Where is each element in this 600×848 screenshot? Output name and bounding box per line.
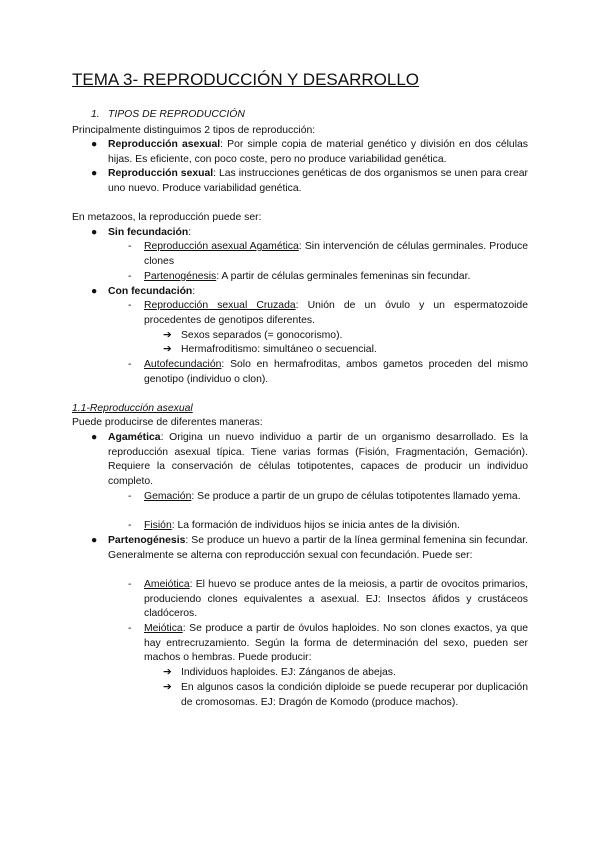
list-item-con-fecundacion [108,285,195,300]
arrow-icon: ➔ [163,682,172,693]
bullet-icon: ● [91,168,98,179]
list-item-partenogenesis-detail [108,534,528,563]
term: Partenogénesis [108,535,186,546]
list-item-meiotica [144,622,528,666]
page-title: TEMA 3- REPRODUCCIÓN Y DESARROLLO [72,70,420,89]
list-item-partenogenesis [144,270,470,285]
list-item-autofecundacion [144,358,528,387]
list-item-asexual [108,138,528,167]
term: Reproducción asexual [108,139,221,150]
bullet-icon: ● [91,535,98,546]
list-item-ameiotica [144,578,528,622]
definition: : Por simple copia de material genético y división en dos células hijas. Es eficiente, con poco coste, pero no produce variabilidad genética. [108,139,528,165]
list-item-gemacion [144,490,528,505]
arrow-item: Individuos haploides. EJ: Zánganos de abejas. [181,667,396,678]
term: Autofecundación [144,359,222,370]
dash-icon: - [128,623,132,634]
colon: : [188,227,192,238]
list-item-agametica-detail [108,431,528,489]
list-item-sexual [108,167,528,196]
definition: : Solo en hermafroditas, ambos gametos proceden del mismo genotipo (individuo o clon). [144,359,528,385]
arrow-icon: ➔ [163,344,172,355]
term: Agamética [108,432,161,443]
definition: : La formación de individuos hijos se inicia antes de la división. [171,520,460,531]
definition: : Se produce a partir de un grupo de células totipotentes llamado yema. [191,491,521,502]
arrow-item: Hermafroditismo: simultáneo o secuencial. [181,344,377,355]
definition: : Origina un nuevo individuo a partir de un organismo desarrollado. Es la reproducción asexual típica. Tiene varias formas (Fisión, Fragmentación, Gemación). Requiere la conservación de células totipotentes, capaces de producir un individuo completo. [108,432,528,487]
definition: : A partir de células germinales femeninas sin fecundar. [216,271,471,282]
arrow-icon: ➔ [163,330,172,341]
term: Gemación [144,491,192,502]
metazoos-intro: En metazoos, la reproducción puede ser: [72,212,262,223]
definition: : Unión de un óvulo y un espermatozoide procedentes de genotipos diferentes. [144,300,528,326]
bullet-icon: ● [91,432,98,443]
list-item-agametica [144,240,528,269]
list-item-fision [144,519,460,534]
dash-icon: - [128,271,132,282]
arrow-item: Sexos separados (= gonocorismo). [181,330,343,341]
section-1-number: 1. [91,109,100,120]
definition: : Se produce un huevo a partir de la línea germinal femenina sin fecundar. Generalmente se alterna con reproducción sexual con fecundación. Puede ser: [108,535,528,561]
section-1-title: TIPOS DE REPRODUCCIÓN [108,109,245,120]
dash-icon: - [128,491,132,502]
arrow-icon: ➔ [163,667,172,678]
definition: : Se produce a partir de óvulos haploides. No son clones exactos, ya que hay entrecruzamiento. Según la forma de determinación del sexo, pueden ser machos o hembras. Puede producir: [144,623,528,664]
section-1-1-intro: Puede producirse de diferentes maneras: [72,417,263,428]
bullet-icon: ● [91,139,98,150]
dash-icon: - [128,300,132,311]
bullet-icon: ● [91,286,98,297]
term: Partenogénesis [144,271,217,282]
term: Reproducción sexual [108,168,214,179]
section-1-intro: Principalmente distinguimos 2 tipos de reproducción: [72,125,316,136]
dash-icon: - [128,520,132,531]
definition: : Sin intervención de células germinales. Produce clones [144,241,528,267]
arrow-item: En algunos casos la condición diploide se puede recuperar por duplicación de cromosomas. EJ: Dragón de Komodo (produce machos). [181,682,528,708]
term: Reproducción asexual Agamética [144,241,299,252]
term: Reproducción sexual Cruzada [144,300,296,311]
dash-icon: - [128,579,132,590]
definition: : El huevo se produce antes de la meiosis, a partir de ovocitos primarios, produciendo clones equivalentes a asexual. EJ: Insectos áfidos y crustáceos cladóceros. [144,579,528,620]
term: Meiótica [144,623,183,634]
colon: : [192,286,196,297]
list-item-sin-fecundacion [108,226,191,241]
term: Sin fecundación [108,227,189,238]
list-item-cruzada [144,299,528,328]
term: Ameiótica [144,579,190,590]
definition: : Las instrucciones genéticas de dos organismos se unen para crear uno nuevo. Produce variabilidad genética. [108,168,528,194]
section-1-1-heading: 1.1-Reproducción asexual [72,403,193,414]
term: Fisión [144,520,172,531]
term: Con fecundación [108,286,193,297]
dash-icon: - [128,359,132,370]
bullet-icon: ● [91,227,98,238]
dash-icon: - [128,241,132,252]
